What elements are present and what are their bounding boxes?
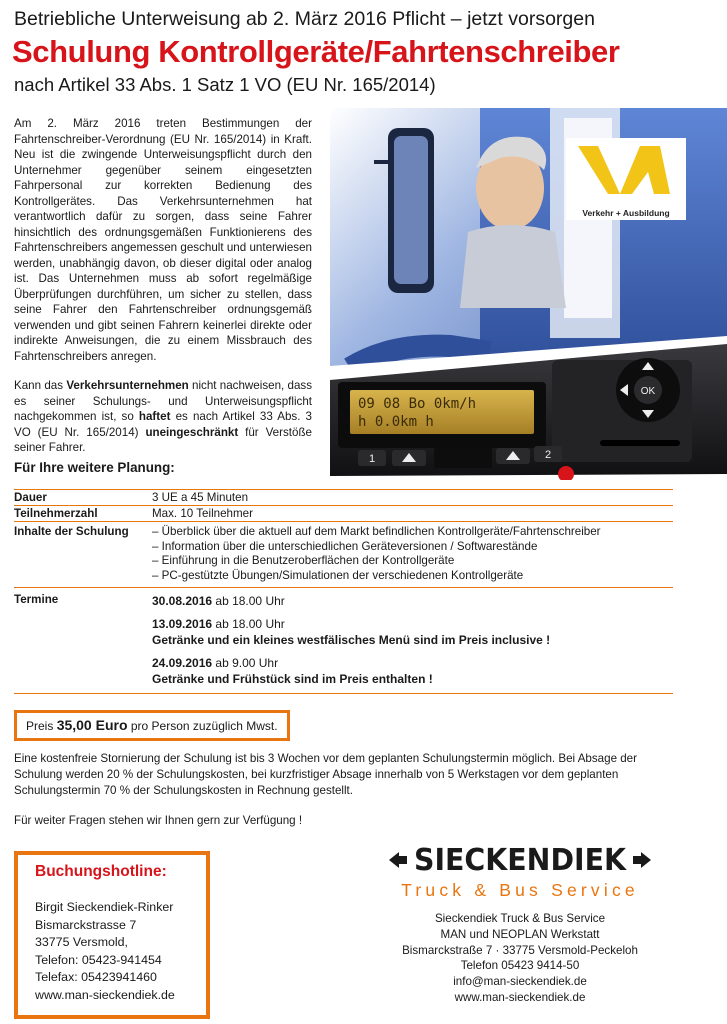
participants-label: Teilnehmerzahl [14, 507, 98, 520]
intro-paragraph-2: Kann das Verkehrsunternehmen nicht nachweisen, dass es seiner Schulungs- und Unterweisungspflicht nachgekommen ist, so haftet es nach Artikel 33 Abs. 3 VO (EU Nr. 165/2014) uneingeschränkt für Verstöße seiner Fahrer. [14, 379, 313, 454]
participants-value: Max. 10 Teilnehmer [152, 507, 253, 520]
table-row-participants [14, 505, 673, 521]
date-value: 30.08.2016 [152, 594, 213, 609]
table-row-content [14, 521, 673, 587]
content-item: – Information über die unterschiedlichen Geräteversionen / Softwarestände [152, 539, 538, 553]
price-box [14, 710, 290, 741]
dates-list [152, 593, 673, 687]
hotline-website-link[interactable]: www.man-sieckendiek.de [35, 987, 175, 1002]
company-subtitle: MAN und NEOPLAN Werkstatt [440, 927, 600, 941]
page-title: Schulung Kontrollgeräte/Fahrtenschreiber [12, 34, 620, 69]
date-note: Getränke und Frühstück sind im Preis enthalten ! [152, 672, 433, 687]
page-kicker: Betriebliche Unterweisung ab 2. März 2016 Pflicht – jetzt vorsorgen [14, 8, 595, 30]
content-item: – Einführung in die Benutzeroberflächen der Kontrollgeräte [152, 554, 455, 568]
company-block [380, 842, 660, 1006]
company-address: Bismarckstraße 7 · 33775 Versmold-Peckeloh [402, 943, 638, 957]
hotline-city: 33775 Versmold, [35, 935, 128, 950]
lcd-line-2: h 0.0km h [358, 414, 434, 430]
table-row-dates [14, 587, 673, 694]
logo-wordmark: SIECKENDIEK [414, 843, 628, 878]
planning-heading: Für Ihre weitere Planung: [14, 460, 175, 475]
date-entry [152, 593, 673, 609]
duration-value: 3 UE a 45 Minuten [152, 491, 249, 504]
company-website-link[interactable]: www.man-sieckendiek.de [454, 990, 586, 1004]
company-name: Sieckendiek Truck & Bus Service [434, 912, 606, 925]
date-time: ab 9.00 Uhr [212, 656, 279, 671]
dates-label: Termine [14, 593, 59, 607]
ok-button: OK [640, 386, 656, 397]
planning-table [14, 489, 673, 694]
content-list [152, 525, 673, 583]
table-row-duration [14, 489, 673, 505]
content-item: – PC-gestützte Übungen/Simulationen der verschiedenen Kontrollgeräte [152, 568, 524, 582]
further-questions-text: Für weiter Fragen stehen wir Ihnen gern zur Verfügung ! [14, 814, 303, 827]
date-value: 13.09.2016 [152, 617, 213, 632]
price-amount: 35,00 Euro [56, 717, 128, 733]
content-item: – Überblick über die aktuell auf dem Markt befindlichen Kontrollgeräte/Fahrtenschreiber [152, 525, 601, 538]
content-label: Inhalte der Schulung [14, 525, 129, 538]
page-subtitle: nach Artikel 33 Abs. 1 Satz 1 VO (EU Nr. 165/2014) [14, 74, 436, 95]
truck-tachograph-illustration [330, 108, 727, 480]
hotline-title: Buchungshotline: [35, 863, 167, 880]
company-email-link[interactable]: info@man-sieckendiek.de [453, 975, 587, 989]
brand-tagline: Truck & Bus Service [401, 880, 639, 900]
cancellation-text: Eine kostenfreie Stornierung der Schulung ist bis 3 Wochen vor dem geplanten Schulungstermin möglich. Bei Absage der Schulung werden 20 % der Schulungskosten, bei kurzfristiger Absage innerhalb von 5 Werkstagen vor dem geplanten Schulungstermin 70 % der Schulungskosten in Rechnung gestellt. [14, 752, 637, 797]
hotline-phone: Telefon: 05423-941454 [35, 952, 162, 967]
date-time: ab 18.00 Uhr [212, 617, 285, 632]
date-time: ab 18.00 Uhr [212, 594, 285, 609]
duration-label: Dauer [14, 491, 47, 504]
booking-hotline-box [14, 851, 210, 1019]
intro-text [14, 116, 312, 456]
date-value: 24.09.2016 [152, 656, 213, 671]
lcd-line-1: 09 08 Bo 0km/h [358, 396, 477, 412]
date-entry [152, 655, 673, 687]
hotline-street: Bismarckstrasse 7 [35, 917, 137, 932]
company-phone: Telefon 05423 9414-50 [460, 959, 580, 973]
hotline-fax: Telefax: 05423941460 [35, 970, 157, 985]
logo-caption: Verkehr + Ausbildung [582, 208, 670, 218]
card-slot-2-label: 2 [544, 449, 552, 461]
hotline-contact-name: Birgit Sieckendiek-Rinker [35, 900, 174, 914]
date-note: Getränke und ein kleines westfälisches Menü sind im Preis inclusive ! [152, 633, 551, 648]
hero-photo [330, 108, 727, 480]
sieckendiek-logo [385, 842, 655, 878]
intro-paragraph-1: Am 2. März 2016 treten Bestimmungen der Fahrtenschreiber-Verordnung (EU Nr. 165/2014) in Kraft. Neu ist die zwingende Unterweisungspflicht durch den Unternehmer gegenüber seinem eingesetzten Fahrpersonal zur korrekten Bedienung des Kontrollgerätes. Das Verkehrsunternehmen hat verantwortlich dafür zu sorgen, dass seine Fahrer hinsichtlich des ordnungsgemäßen Funktionierens des Fahrtenschreibers angemessen geschult und unterwiesen werden, unabhängig davon, ob dieser digital oder analog ist. Das Unternehmen muss ab sofort regelmäßige Überprüfungen durchführen, um sicher zu stellen, dass seine Fahrer den Fahrtenschreiber ordnungsgemäß verwenden und gibt seinen Fahrern keinerlei direkte oder indirekte Anweisungen, die zu einem Missbrauch des Fahrtenschreibers anregen. [14, 117, 312, 363]
card-slot-1-label: 1 [368, 453, 376, 465]
price-prefix: Preis [26, 719, 57, 733]
price-suffix: pro Person zuzüglich Mwst. [127, 719, 278, 733]
date-entry [152, 616, 673, 648]
